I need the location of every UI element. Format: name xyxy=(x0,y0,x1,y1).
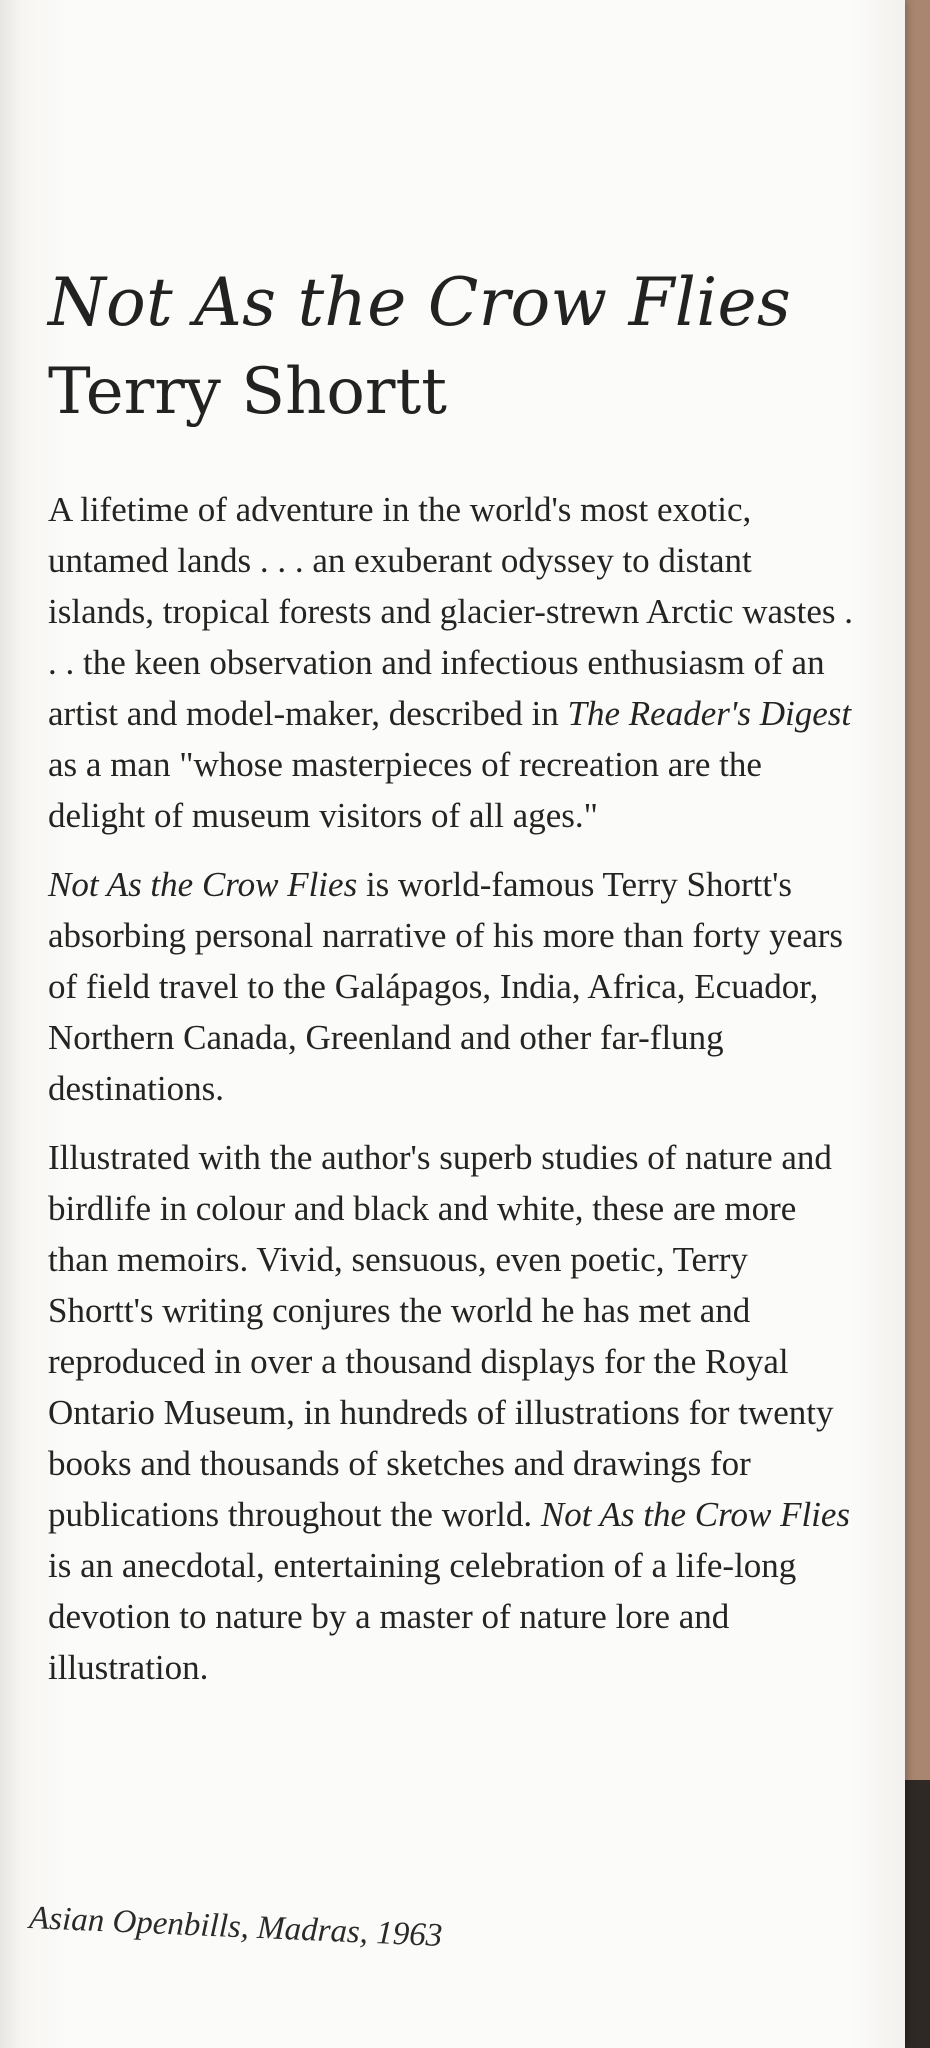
blurb-paragraph-3 xyxy=(48,1132,860,1693)
blurb-p3-text-a: Illustrated with the author's superb studies of nature and birdlife in colour and black and white, these are more than memoirs. Vivid, sensuous, even poetic, Terry Shortt's writing conjures the world he has met and reproduced in over a thousand displays for the Royal Ontario Museum, in hundreds of illustrations for twenty books and thousands of sketches and drawings for publications throughout the world. xyxy=(48,1138,834,1535)
blurb-paragraph-1 xyxy=(48,484,860,841)
publication-name: The Reader's Digest xyxy=(567,694,852,734)
blurb-p1-text-b: as a man "whose masterpieces of recreation are the delight of museum visitors of all ages." xyxy=(48,745,762,836)
blurb-paragraph-2 xyxy=(48,859,860,1114)
blurb-p2-text: is world-famous Terry Shortt's absorbing personal narrative of his more than forty years of field travel to the Galápagos, India, Africa, Ecuador, Northern Canada, Greenland and other far-flung destinations. xyxy=(48,865,844,1109)
blurb-p1-text-a: A lifetime of adventure in the world's most exotic, untamed lands . . . an exuberant odyssey to distant islands, tropical forests and glacier-strewn Arctic wastes . . . the keen observation and infectious enthusiasm of an artist and model-maker, described in xyxy=(48,490,854,734)
flap-content xyxy=(48,264,860,1711)
blurb-p3-text-b: is an anecdotal, entertaining celebration of a life-long devotion to nature by a master of nature lore and illustration. xyxy=(48,1546,797,1688)
book-title: Not As the Crow Flies xyxy=(48,264,792,341)
illustration-caption: Asian Openbills, Madras, 1963 xyxy=(28,1900,444,1954)
title-reference: Not As the Crow Flies xyxy=(540,1495,851,1535)
title-reference: Not As the Crow Flies xyxy=(48,865,358,905)
author-name: Terry Shortt xyxy=(48,355,447,430)
blurb xyxy=(48,484,860,1693)
